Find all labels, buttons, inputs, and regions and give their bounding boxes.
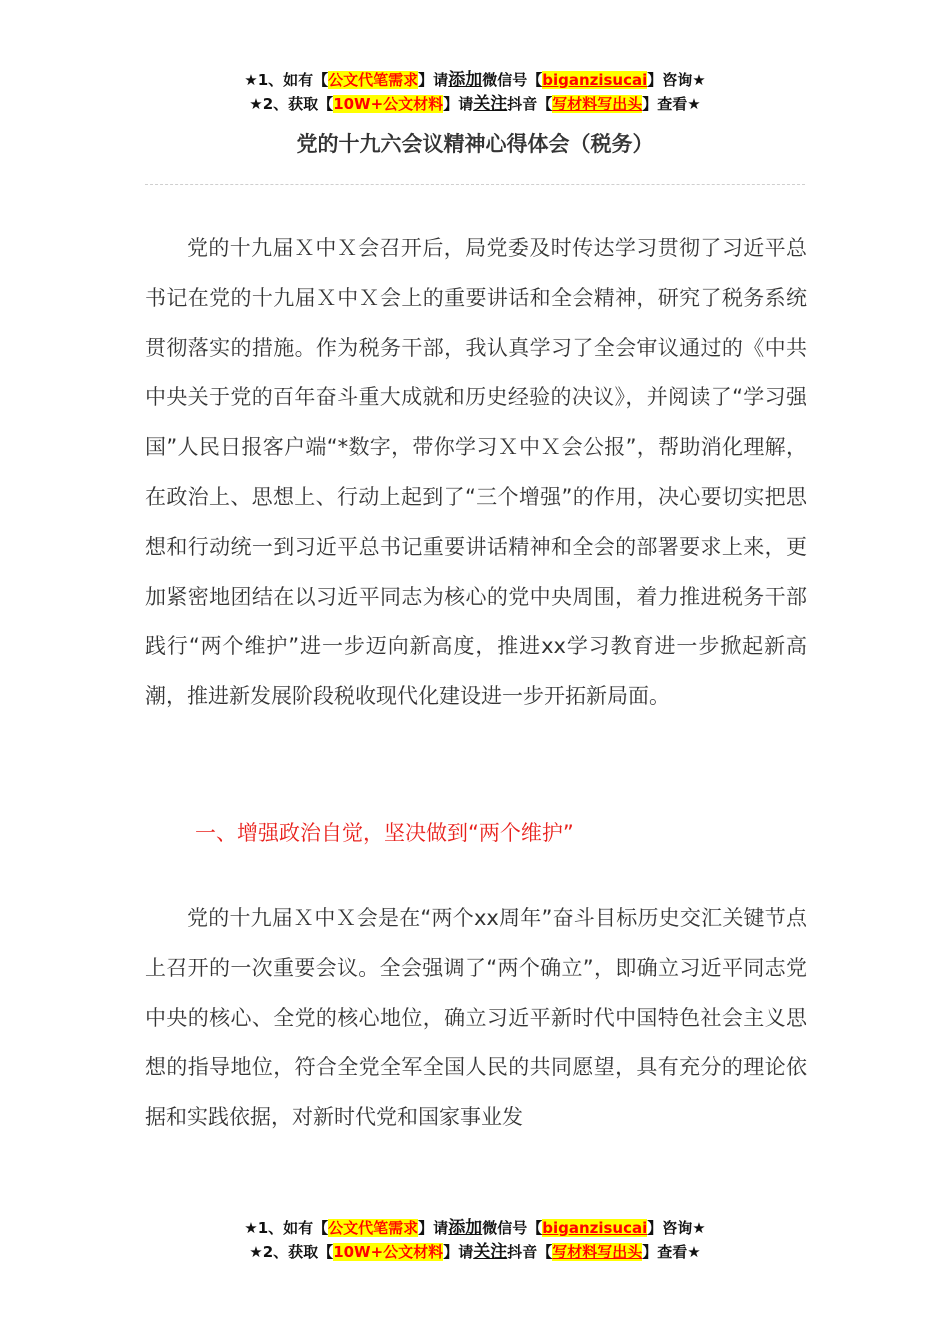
promo-wechat-id: biganzisucai: [542, 1219, 648, 1237]
document-title: 党的十九六会议精神心得体会（税务）: [296, 132, 654, 156]
promo-line-1: ★1、如有【公文代笔需求】请添加微信号【biganzisucai】咨询★: [244, 1218, 706, 1238]
promo-banner-top: [0, 68, 950, 116]
promo-banner-bottom: [0, 1216, 950, 1264]
promo-highlight-materials: 10W+公文材料: [333, 1243, 444, 1261]
section-heading-1: 一、增强政治自觉，坚决做到“两个维护”: [195, 821, 574, 845]
title-divider: [145, 184, 805, 185]
body-paragraph-2: 党的十九届Ｘ中Ｘ会是在“两个xx周年”奋斗目标历史交汇关键节点上召开的一次重要会议。全会强调了“两个确立”，即确立习近平同志党中央的核心、全党的核心地位，确立习近平新时代中国特色社会主义思想的指导地位，符合全党全军全国人民的共同愿望，具有充分的理论依据和实践依据，对新时代党和国家事业发: [145, 906, 807, 1130]
body-paragraph-1: 党的十九届Ｘ中Ｘ会召开后，局党委及时传达学习贯彻了习近平总书记在党的十九届Ｘ中Ｘ会上的重要讲话和全会精神，研究了税务系统贯彻落实的措施。作为税务干部，我认真学习了全会审议通过的《中共中央关于党的百年奋斗重大成就和历史经验的决议》，并阅读了“学习强国”人民日报客户端“*数字，带你学习Ｘ中Ｘ会公报”，帮助消化理解，在政治上、思想上、行动上起到了“三个增强”的作用，决心要切实把思想和行动统一到习近平总书记重要讲话精神和全会的部署要求上来，更加紧密地团结在以习近平同志为核心的党中央周围，着力推进税务干部践行“两个维护”进一步迈向新高度，推进xx学习教育进一步掀起新高潮，推进新发展阶段税收现代化建设进一步开拓新局面。: [145, 236, 807, 709]
promo-line-1: ★1、如有【公文代笔需求】请添加微信号【biganzisucai】咨询★: [244, 70, 706, 90]
promo-line-2: ★2、获取【10W+公文材料】请关注抖音【写材料写出头】查看★: [249, 94, 701, 114]
promo-wechat-id: biganzisucai: [542, 71, 648, 89]
promo-highlight-service: 公文代笔需求: [328, 71, 419, 89]
promo-highlight-service: 公文代笔需求: [328, 1219, 419, 1237]
promo-douyin-id: 写材料写出头: [552, 1243, 643, 1261]
promo-douyin-id: 写材料写出头: [552, 95, 643, 113]
promo-highlight-materials: 10W+公文材料: [333, 95, 444, 113]
promo-line-2: ★2、获取【10W+公文材料】请关注抖音【写材料写出头】查看★: [249, 1242, 701, 1262]
